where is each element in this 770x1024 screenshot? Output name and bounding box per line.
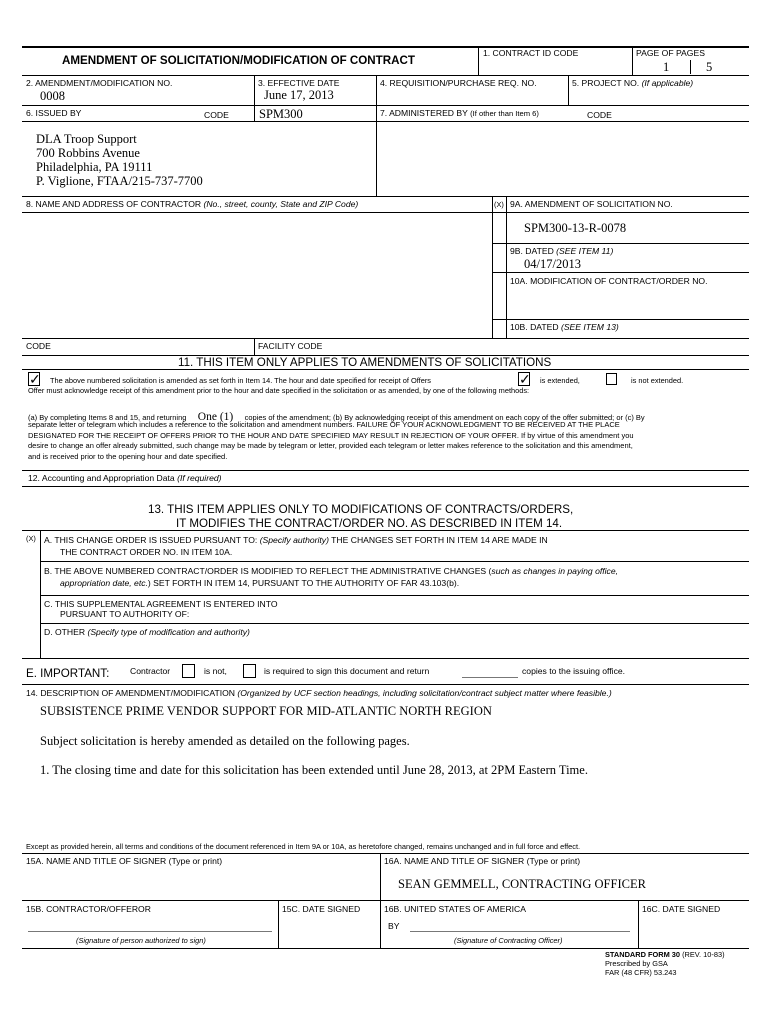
copies-label: copies to the issuing office. [522,666,626,676]
contractor-code-label: CODE [26,341,51,351]
mod-10a-label: 10A. MODIFICATION OF CONTRACT/ORDER NO. [510,276,708,286]
dated-9b-value[interactable]: 04/17/2013 [524,257,581,271]
page-number: 1 [663,60,670,74]
item13-c-line2: PURSUANT TO AUTHORITY OF: [60,609,190,619]
important-label: E. IMPORTANT: [26,667,110,680]
signer-15a-label: 15A. NAME AND TITLE OF SIGNER (Type or print) [26,856,223,866]
amendment-9a-label: 9A. AMENDMENT OF SOLICITATION NO. [510,199,673,209]
item11-line1: The above numbered solicitation is amended as set forth in Item 14. The hour and date specified for receipt of Offers [50,376,431,385]
item14-label: 14. DESCRIPTION OF AMENDMENT/MODIFICATION (Organized by UCF section headings, including solicitation/contract subject matter where feasible.) [26,688,612,698]
effective-date-label: 3. EFFECTIVE DATE [258,78,340,88]
signer-16a-value[interactable]: SEAN GEMMELL, CONTRACTING OFFICER [398,877,646,891]
signature-15-caption: (Signature of person authorized to sign) [76,936,206,945]
is-required-label: is required to sign this document and return [264,666,430,676]
usa-16b-label: 16B. UNITED STATES OF AMERICA [384,904,526,914]
far-reference: FAR (48 CFR) 53.243 [605,968,677,977]
requisition-label: 4. REQUISITION/PURCHASE REQ. NO. [380,78,537,88]
by-label: BY [388,921,400,931]
prescribed-by: Prescribed by GSA [605,959,668,968]
administered-by-label: 7. ADMINISTERED BY (If other than Item 6) [380,108,539,118]
is-not-extended-label: is not extended. [631,376,684,385]
check-icon: ✓ [519,371,531,387]
item13-a-line1: A. THIS CHANGE ORDER IS ISSUED PURSUANT TO: (Specify authority) THE CHANGES SET FORTH IN ITEM 14 ARE MADE IN [44,535,548,545]
signer-16a-label: 16A. NAME AND TITLE OF SIGNER (Type or print) [384,856,581,866]
address-line: DLA Troop Support [36,132,137,146]
issuer-address [36,132,203,188]
form-identifier [605,950,725,977]
accounting-label: 12. Accounting and Appropriation Data (If required) [28,473,222,483]
item13-heading-2: IT MODIFIES THE CONTRACT/ORDER NO. AS DESCRIBED IN ITEM 14. [176,517,563,530]
form-rev: (REV. 10-83) [682,950,725,959]
is-extended-label: is extended, [540,376,580,385]
is-not-label: is not, [204,666,227,676]
contract-id-label: 1. CONTRACT ID CODE [483,48,579,58]
dated-9b-label: 9B. DATED (SEE ITEM 11) [510,246,614,256]
item11-heading: 11. THIS ITEM ONLY APPLIES TO AMENDMENTS OF SOLICITATIONS [178,356,552,369]
copies-blank[interactable] [462,677,518,678]
address-line: 700 Robbins Avenue [36,146,140,160]
form-title: AMENDMENT OF SOLICITATION/MODIFICATION OF CONTRACT [62,54,415,67]
amendment-no-value[interactable]: 0008 [40,89,65,103]
except-text: Except as provided herein, all terms and conditions of the document referenced in Item 9A or 10A, as heretofore changed, remains unchanged and in full force and effect. [26,842,581,851]
checkbox-not-extended[interactable] [606,373,617,385]
checkbox-extended[interactable] [518,372,530,386]
amendment-9a-value[interactable]: SPM300-13-R-0078 [524,221,627,235]
x-marker-13: (X) [26,534,36,543]
item13-b-line1: B. THE ABOVE NUMBERED CONTRACT/ORDER IS MODIFIED TO REFLECT THE ADMINISTRATIVE CHANGES (such as changes in paying office, [44,566,619,576]
contractor-15b-label: 15B. CONTRACTOR/OFFEROR [26,904,151,914]
checkbox-is-not[interactable] [182,664,195,678]
effective-date-value[interactable]: June 17, 2013 [264,88,334,102]
amendment-no-label: 2. AMENDMENT/MODIFICATION NO. [26,78,173,88]
item11-paragraph: separate letter or telegram which includes a reference to the solicitation and amendment numbers. FAILURE OF YOUR ACKNOWLEDGMENT TO BE RECEIVED AT THE PLACE DESIGNATED FOR THE RECEIPT OF OFFERS PRIOR TO THE HOUR AND DATE SPECIFIED MAY RESULT IN REJECTION OF YOUR OFFER. If by virtue of this amendment you desire to change an offer already submitted, such change may be made by telegram or letter, provided each telegram or letter makes reference to the solicitation and this amendment, and is received prior to the opening hour and date specified. [28,420,634,461]
item13-d-line: D. OTHER (Specify type of modification and authority) [44,627,250,637]
item13-heading-1: 13. THIS ITEM APPLIES ONLY TO MODIFICATIONS OF CONTRACTS/ORDERS, [148,503,574,516]
contractor-label: Contractor [130,666,171,676]
dated-10b-label: 10B. DATED (SEE ITEM 13) [510,322,619,332]
project-no-label: 5. PROJECT NO. (If applicable) [572,78,694,88]
admin-code-label: CODE [587,110,612,120]
item11-line2: Offer must acknowledge receipt of this amendment prior to the hour and date specified in the solicitation or as amended, by one of the following methods: [28,386,530,395]
issued-by-label: 6. ISSUED BY [26,108,82,118]
item14-line1: SUBSISTENCE PRIME VENDOR SUPPORT FOR MID-ATLANTIC NORTH REGION [40,704,492,718]
checkbox-is-required[interactable] [243,664,256,678]
date-15c-label: 15C. DATE SIGNED [282,904,361,914]
item13-a-line2: THE CONTRACT ORDER NO. IN ITEM 10A. [60,547,233,557]
checkbox-amended[interactable] [28,372,40,386]
issued-by-code[interactable]: SPM300 [259,107,303,121]
item14-line2: Subject solicitation is hereby amended as detailed on the following pages. [40,734,410,748]
contractor-address-label: 8. NAME AND ADDRESS OF CONTRACTOR (No., street, county, State and ZIP Code) [26,199,359,209]
date-16c-label: 16C. DATE SIGNED [642,904,721,914]
address-line: P. Viglione, FTAA/215-737-7700 [36,174,203,188]
page-of-pages-label: PAGE OF PAGES [636,48,705,58]
item13-c-line1: C. THIS SUPPLEMENTAL AGREEMENT IS ENTERED INTO [44,599,278,609]
code-label: CODE [204,110,229,120]
item14-line3: 1. The closing time and date for this solicitation has been extended until June 28, 2013, at 2PM Eastern Time. [40,763,588,777]
signature-16-caption: (Signature of Contracting Officer) [454,936,563,945]
copies-value[interactable]: One (1) [197,411,234,423]
check-icon: ✓ [29,371,41,387]
item13-b-line2: appropriation date, etc.) SET FORTH IN ITEM 14, PURSUANT TO THE AUTHORITY OF FAR 43.103(b). [60,578,460,588]
total-pages: 5 [706,60,713,74]
form-name: STANDARD FORM 30 [605,950,681,959]
x-marker-9a: (X) [494,200,504,209]
address-line: Philadelphia, PA 19111 [36,160,153,174]
facility-code-label: FACILITY CODE [258,341,323,351]
item11-para-a: (a) By completing Items 8 and 15, and returning One (1) copies of the amendment; (b) By acknowledging receipt of this amendment on each copy of the offer submitted; or (c) By [28,411,645,423]
